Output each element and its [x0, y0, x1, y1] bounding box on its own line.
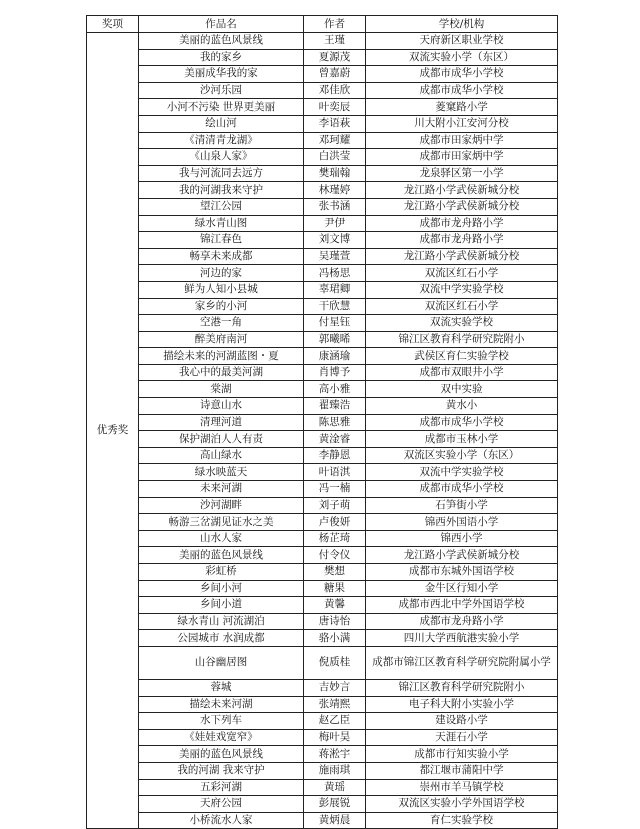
author-cell: 辜珺卿: [304, 281, 366, 298]
table-row: [87, 646, 558, 679]
school-cell: 育仁实验学校: [366, 812, 558, 829]
table-row: [87, 198, 558, 215]
table-row: [87, 514, 558, 531]
author-cell: 樊瑞翰: [304, 165, 366, 182]
header-author: 作者: [304, 16, 366, 33]
school-cell: 四川大学西航港实验小学: [366, 630, 558, 647]
author-cell: 张靖熙: [304, 696, 366, 713]
author-cell: 尹伊: [304, 215, 366, 232]
table-row: [87, 530, 558, 547]
work-title-cell: 鲜为人知小县城: [139, 281, 304, 298]
school-cell: 锦西外国语小学: [366, 514, 558, 531]
author-cell: 黄瑶: [304, 779, 366, 796]
school-cell: 成都市田家炳中学: [366, 149, 558, 166]
header-award: 奖项: [87, 16, 139, 33]
work-title-cell: 我的家乡: [139, 49, 304, 66]
school-cell: 成都市东城外国语学校: [366, 564, 558, 581]
header-school: 学校/机构: [366, 16, 558, 33]
work-title-cell: 山谷幽居图: [139, 646, 304, 679]
table-row: [87, 431, 558, 448]
work-title-cell: 未来河湖: [139, 481, 304, 498]
work-title-cell: 描绘未来的河湖蓝图・夏: [139, 348, 304, 365]
author-cell: 林瑾婷: [304, 182, 366, 199]
work-title-cell: 描绘未来河湖: [139, 696, 304, 713]
author-cell: 干欣慧: [304, 298, 366, 315]
school-cell: 双流区实验小学外国语学校: [366, 796, 558, 813]
table-row: [87, 298, 558, 315]
work-title-cell: 空港一角: [139, 315, 304, 332]
work-title-cell: 美丽的蓝色风景线: [139, 33, 304, 50]
school-cell: 崇州市羊马镇学校: [366, 779, 558, 796]
author-cell: 施雨琪: [304, 762, 366, 779]
work-title-cell: 畅游三岔湖见证水之美: [139, 514, 304, 531]
author-cell: 骆小满: [304, 630, 366, 647]
work-title-cell: 绿水映蓝天: [139, 464, 304, 481]
author-cell: 吴瑾萱: [304, 248, 366, 265]
work-title-cell: 我的河湖 我来守护: [139, 762, 304, 779]
table-row: [87, 414, 558, 431]
author-cell: 李静恩: [304, 447, 366, 464]
work-title-cell: 《清清青龙湖》: [139, 132, 304, 149]
school-cell: 双流实验小学（东区）: [366, 49, 558, 66]
author-cell: 康涵瑜: [304, 348, 366, 365]
school-cell: 成都市锦江区教育科学研究院附属小学: [366, 646, 558, 679]
school-cell: 成都市田家炳中学: [366, 132, 558, 149]
table-row: [87, 232, 558, 249]
table-row: [87, 746, 558, 763]
school-cell: 锦江区教育科学研究院附小: [366, 679, 558, 696]
table-row: [87, 33, 558, 50]
table-row: [87, 66, 558, 83]
table-row: [87, 381, 558, 398]
work-title-cell: 乡间小道: [139, 597, 304, 614]
table-row: [87, 613, 558, 630]
school-cell: 双流中学实验学校: [366, 281, 558, 298]
school-cell: 成都市双眼井小学: [366, 364, 558, 381]
award-category-cell: 优秀奖: [87, 33, 139, 829]
work-title-cell: 蓉城: [139, 679, 304, 696]
author-cell: 翟臻浩: [304, 398, 366, 415]
work-title-cell: 我的河湖我来守护: [139, 182, 304, 199]
table-row: [87, 248, 558, 265]
work-title-cell: 五彩河湖: [139, 779, 304, 796]
school-cell: 武侯区育仁实验学校: [366, 348, 558, 365]
work-title-cell: 美丽成华我的家: [139, 66, 304, 83]
author-cell: 李语萩: [304, 115, 366, 132]
author-cell: 唐诗怡: [304, 613, 366, 630]
school-cell: 建设路小学: [366, 713, 558, 730]
table-row: [87, 149, 558, 166]
author-cell: 冯一楠: [304, 481, 366, 498]
table-row: [87, 481, 558, 498]
work-title-cell: 美丽的蓝色风景线: [139, 547, 304, 564]
work-title-cell: 绘山河: [139, 115, 304, 132]
school-cell: 双中实验: [366, 381, 558, 398]
work-title-cell: 水下列车: [139, 713, 304, 730]
author-cell: 倪质桂: [304, 646, 366, 679]
table-row: [87, 779, 558, 796]
table-row: [87, 281, 558, 298]
school-cell: 金牛区行知小学: [366, 580, 558, 597]
table-row: [87, 182, 558, 199]
table-row: [87, 597, 558, 614]
school-cell: 锦西小学: [366, 530, 558, 547]
school-cell: 黄水小: [366, 398, 558, 415]
author-cell: 黄淦睿: [304, 431, 366, 448]
table-row: [87, 315, 558, 332]
school-cell: 龙江路小学武侯新城分校: [366, 547, 558, 564]
school-cell: 都江堰市蒲阳中学: [366, 762, 558, 779]
work-title-cell: 公园城市 水润成都: [139, 630, 304, 647]
table-row: [87, 82, 558, 99]
school-cell: 龙江路小学武侯新城分校: [366, 248, 558, 265]
school-cell: 成都市龙舟路小学: [366, 613, 558, 630]
work-title-cell: 保护湖泊人人有责: [139, 431, 304, 448]
author-cell: 付星钰: [304, 315, 366, 332]
header-title: 作品名: [139, 16, 304, 33]
school-cell: 成都市成华小学校: [366, 414, 558, 431]
table-row: [87, 165, 558, 182]
author-cell: 叶奕辰: [304, 99, 366, 116]
school-cell: 天府新区职业学校: [366, 33, 558, 50]
work-title-cell: 沙河乐园: [139, 82, 304, 99]
author-cell: 邓珂耀: [304, 132, 366, 149]
school-cell: 成都市成华小学校: [366, 66, 558, 83]
work-title-cell: 小桥流水人家: [139, 812, 304, 829]
work-title-cell: 我与河流同去远方: [139, 165, 304, 182]
work-title-cell: 望江公园: [139, 198, 304, 215]
table-row: [87, 796, 558, 813]
table-row: [87, 132, 558, 149]
author-cell: 夏源茂: [304, 49, 366, 66]
author-cell: 彭展锐: [304, 796, 366, 813]
author-cell: 刘子萌: [304, 497, 366, 514]
author-cell: 陈思雅: [304, 414, 366, 431]
table-row: [87, 630, 558, 647]
table-row: [87, 497, 558, 514]
work-title-cell: 《山泉人家》: [139, 149, 304, 166]
school-cell: 石笋街小学: [366, 497, 558, 514]
author-cell: 付令仪: [304, 547, 366, 564]
author-cell: 白洪莹: [304, 149, 366, 166]
work-title-cell: 畅享未来成都: [139, 248, 304, 265]
header-row: [87, 16, 558, 33]
school-cell: 川大附小江安河分校: [366, 115, 558, 132]
author-cell: 黄炳晨: [304, 812, 366, 829]
table-row: [87, 331, 558, 348]
school-cell: 成都市龙舟路小学: [366, 232, 558, 249]
school-cell: 双流实验学校: [366, 315, 558, 332]
table-row: [87, 564, 558, 581]
table-row: [87, 99, 558, 116]
table-row: [87, 547, 558, 564]
table-row: [87, 679, 558, 696]
author-cell: 黄馨: [304, 597, 366, 614]
author-cell: 糖果: [304, 580, 366, 597]
table-row: [87, 762, 558, 779]
school-cell: 龙江路小学武侯新城分校: [366, 182, 558, 199]
table-row: [87, 580, 558, 597]
school-cell: 双流中学实验学校: [366, 464, 558, 481]
work-title-cell: 高山绿水: [139, 447, 304, 464]
table-row: [87, 364, 558, 381]
author-cell: 赵乙臣: [304, 713, 366, 730]
table-row: [87, 696, 558, 713]
table-row: [87, 115, 558, 132]
school-cell: 电子科大附小实验小学: [366, 696, 558, 713]
work-title-cell: 沙河湖畔: [139, 497, 304, 514]
table-row: [87, 215, 558, 232]
author-cell: 樊想: [304, 564, 366, 581]
author-cell: 高小雅: [304, 381, 366, 398]
author-cell: 吉妙言: [304, 679, 366, 696]
school-cell: 龙泉驿区第一小学: [366, 165, 558, 182]
school-cell: 成都市西北中学外国语学校: [366, 597, 558, 614]
school-cell: 成都市成华小学校: [366, 82, 558, 99]
school-cell: 菱窠路小学: [366, 99, 558, 116]
work-title-cell: 绿水青山 河流湖泊: [139, 613, 304, 630]
author-cell: 肖博予: [304, 364, 366, 381]
school-cell: 双流区红石小学: [366, 265, 558, 282]
school-cell: 双流区红石小学: [366, 298, 558, 315]
author-cell: 王瑾: [304, 33, 366, 50]
work-title-cell: 河边的家: [139, 265, 304, 282]
author-cell: 邓佳欣: [304, 82, 366, 99]
work-title-cell: 《娃娃戏宽窄》: [139, 729, 304, 746]
table-row: [87, 398, 558, 415]
work-title-cell: 我心中的最美河湖: [139, 364, 304, 381]
table-body: [87, 33, 558, 829]
work-title-cell: 小河不污染 世界更美丽: [139, 99, 304, 116]
school-cell: 龙江路小学武侯新城分校: [366, 198, 558, 215]
author-cell: 杨芷琦: [304, 530, 366, 547]
award-table: [86, 15, 558, 829]
table-row: [87, 713, 558, 730]
work-title-cell: 清理河道: [139, 414, 304, 431]
table-row: [87, 812, 558, 829]
table-row: [87, 464, 558, 481]
school-cell: 天涯石小学: [366, 729, 558, 746]
work-title-cell: 山水人家: [139, 530, 304, 547]
work-title-cell: 醉美府南河: [139, 331, 304, 348]
author-cell: 曾嘉蔚: [304, 66, 366, 83]
author-cell: 张书涵: [304, 198, 366, 215]
school-cell: 成都市玉林小学: [366, 431, 558, 448]
table-row: [87, 265, 558, 282]
author-cell: 梅叶昊: [304, 729, 366, 746]
work-title-cell: 美丽的蓝色风景线: [139, 746, 304, 763]
work-title-cell: 家乡的小河: [139, 298, 304, 315]
school-cell: 成都市龙舟路小学: [366, 215, 558, 232]
author-cell: 叶语淇: [304, 464, 366, 481]
work-title-cell: 乡间小河: [139, 580, 304, 597]
table-row: [87, 447, 558, 464]
school-cell: 锦江区教育科学研究院附小: [366, 331, 558, 348]
work-title-cell: 诗意山水: [139, 398, 304, 415]
school-cell: 双流区实验小学（东区）: [366, 447, 558, 464]
author-cell: 刘文博: [304, 232, 366, 249]
author-cell: 卢俊妍: [304, 514, 366, 531]
work-title-cell: 天府公园: [139, 796, 304, 813]
table-row: [87, 49, 558, 66]
work-title-cell: 棠湖: [139, 381, 304, 398]
work-title-cell: 彩虹桥: [139, 564, 304, 581]
author-cell: 蒋淞宇: [304, 746, 366, 763]
table-row: [87, 729, 558, 746]
work-title-cell: 绿水青山图: [139, 215, 304, 232]
school-cell: 成都市行知实验小学: [366, 746, 558, 763]
author-cell: 冯杨思: [304, 265, 366, 282]
table-row: [87, 348, 558, 365]
school-cell: 成都市成华小学校: [366, 481, 558, 498]
author-cell: 郭曦晞: [304, 331, 366, 348]
work-title-cell: 锦江春色: [139, 232, 304, 249]
